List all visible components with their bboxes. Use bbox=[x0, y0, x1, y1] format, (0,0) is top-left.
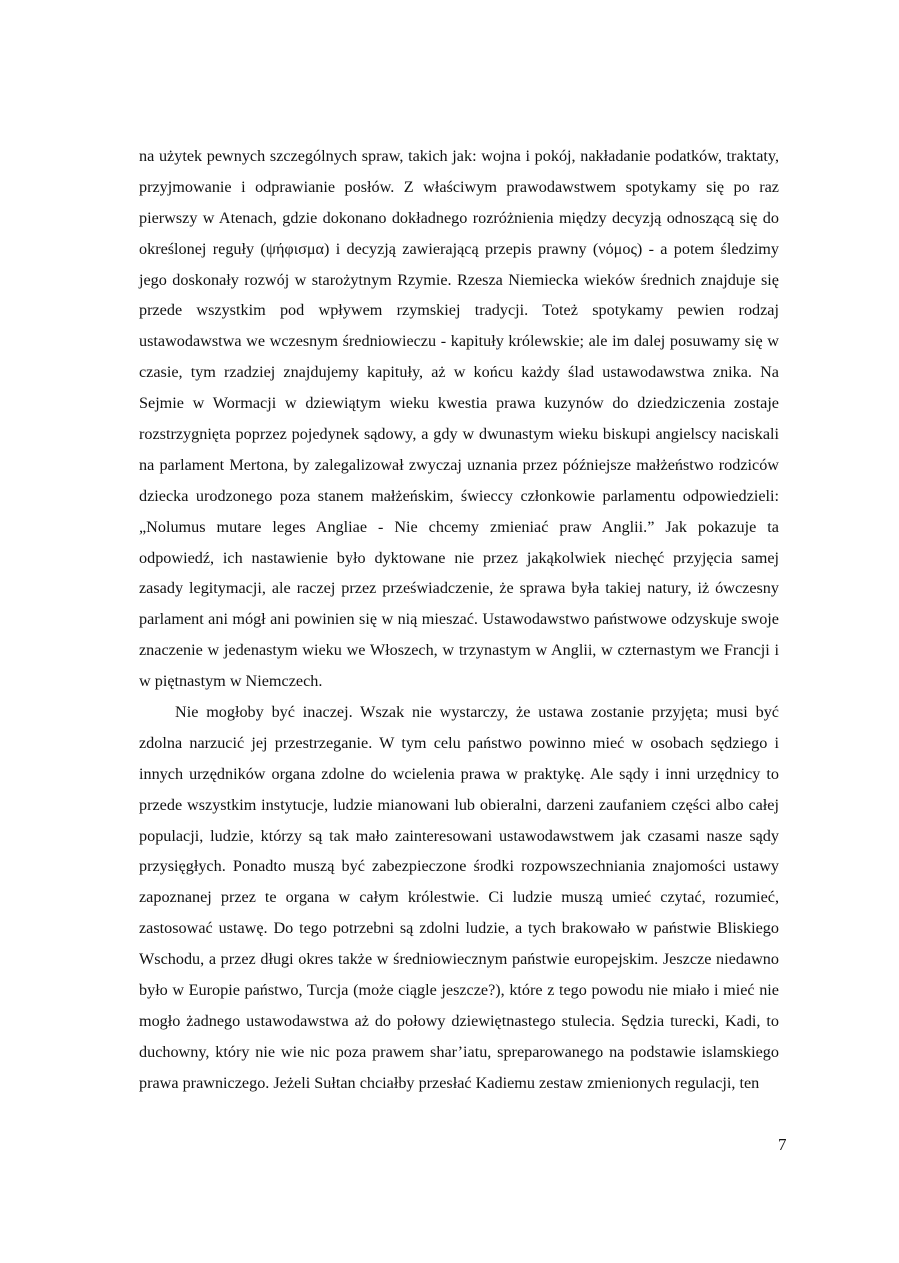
text-line: zasady legitymacji, ale raczej przez przeświadczenie, że sprawa była takiej natury, iż ówczesny bbox=[139, 579, 779, 598]
text-line: na parlament Mertona, by zalegalizował zwyczaj uznania przez późniejsze małżeństwo rodziców bbox=[139, 455, 779, 474]
text-line: parlament ani mógł ani powinien się w nią mieszać. Ustawodawstwo państwowe odzyskuje swoje bbox=[139, 610, 779, 629]
text-line: czasie, tym rzadziej znajdujemy kapituły, aż w końcu każdy ślad ustawodawstwa znika. Na bbox=[139, 363, 779, 382]
text-line: zapoznanej przez te organa w całym królestwie. Ci ludzie muszą umieć czytać, rozumieć, bbox=[139, 888, 779, 907]
text-line: rozstrzygnięta poprzez pojedynek sądowy, a gdy w dwunastym wieku biskupi angielscy naciskali bbox=[139, 425, 779, 444]
text-line: odpowiedź, ich nastawienie było dyktowane nie przez jakąkolwiek niechęć przyjęcia samej bbox=[139, 548, 779, 567]
text-line: pierwszy w Atenach, gdzie dokonano dokładnego rozróżnienia między decyzją odnoszącą się do bbox=[139, 208, 779, 227]
paragraph bbox=[139, 141, 779, 697]
text-line: określonej reguły (ψήφισμα) i decyzją zawierającą przepis prawny (νόμος) - a potem śledzimy bbox=[139, 239, 779, 258]
text-line: mogło żadnego ustawodawstwa aż do połowy dziewiętnastego stulecia. Sędzia turecki, Kadi, to bbox=[139, 1011, 779, 1030]
paragraph bbox=[139, 697, 779, 1099]
text-line: przede wszystkim pod wpływem rzymskiej tradycji. Toteż spotykamy pewien rodzaj bbox=[139, 301, 779, 320]
page-number: 7 bbox=[778, 1135, 787, 1154]
text-line: Sejmie w Wormacji w dziewiątym wieku kwestia prawa kuzynów do dziedziczenia zostaje bbox=[139, 394, 779, 413]
text-line: innych urzędników organa zdolne do wcielenia prawa w praktykę. Ale sądy i inni urzędnicy to bbox=[139, 764, 779, 783]
text-line: Nie mogłoby być inaczej. Wszak nie wystarczy, że ustawa zostanie przyjęta; musi być bbox=[175, 703, 779, 722]
text-line: zastosować ustawę. Do tego potrzebni są zdolni ludzie, a tych brakowało w państwie Bliskiego bbox=[139, 919, 779, 938]
body-text bbox=[139, 141, 779, 1099]
text-line: Wschodu, a przez długi okres także w średniowiecznym państwie europejskim. Jeszcze niedawno bbox=[139, 950, 779, 969]
text-line: prawa prawniczego. Jeżeli Sułtan chciałby przesłać Kadiemu zestaw zmienionych regulacji, ten bbox=[139, 1073, 760, 1092]
text-line: populacji, ludzie, którzy są tak mało zainteresowani ustawodawstwem jak czasami nasze sądy bbox=[139, 826, 779, 845]
text-line: na użytek pewnych szczególnych spraw, takich jak: wojna i pokój, nakładanie podatków, traktaty, bbox=[139, 147, 779, 165]
text-line: jego doskonały rozwój w starożytnym Rzymie. Rzesza Niemiecka wieków średnich znajduje się bbox=[139, 270, 779, 289]
text-line: znaczenie w jedenastym wieku we Włoszech, w trzynastym w Anglii, w czternastym we Francji i bbox=[139, 641, 779, 660]
text-line: przyjmowanie i odprawianie posłów. Z właściwym prawodawstwem spotykamy się po raz bbox=[139, 177, 779, 196]
text-line: przysięgłych. Ponadto muszą być zabezpieczone środki rozpowszechniania znajomości ustawy bbox=[139, 857, 779, 876]
text-line: „Nolumus mutare leges Angliae - Nie chcemy zmieniać praw Anglii.” Jak pokazuje ta bbox=[139, 517, 779, 536]
text-line: ustawodawstwa we wczesnym średniowieczu - kapituły królewskie; ale im dalej posuwamy się w bbox=[139, 332, 779, 351]
text-line: zdolna narzucić jej przestrzeganie. W tym celu państwo powinno mieć w osobach sędziego i bbox=[139, 733, 779, 752]
text-line: przede wszystkim instytucje, ludzie mianowani lub obieralni, darzeni zaufaniem części albo całej bbox=[139, 795, 779, 814]
text-line: dziecka urodzonego poza stanem małżeńskim, świeccy członkowie parlamentu odpowiedzieli: bbox=[139, 486, 779, 505]
text-line: w piętnastym w Niemczech. bbox=[139, 672, 323, 691]
text-line: duchowny, który nie wie nic poza prawem shar’iatu, spreparowanego na podstawie islamskiego bbox=[139, 1042, 779, 1061]
text-line: było w Europie państwo, Turcja (może ciągle jeszcze?), które z tego powodu nie miało i mieć nie bbox=[139, 981, 779, 1000]
